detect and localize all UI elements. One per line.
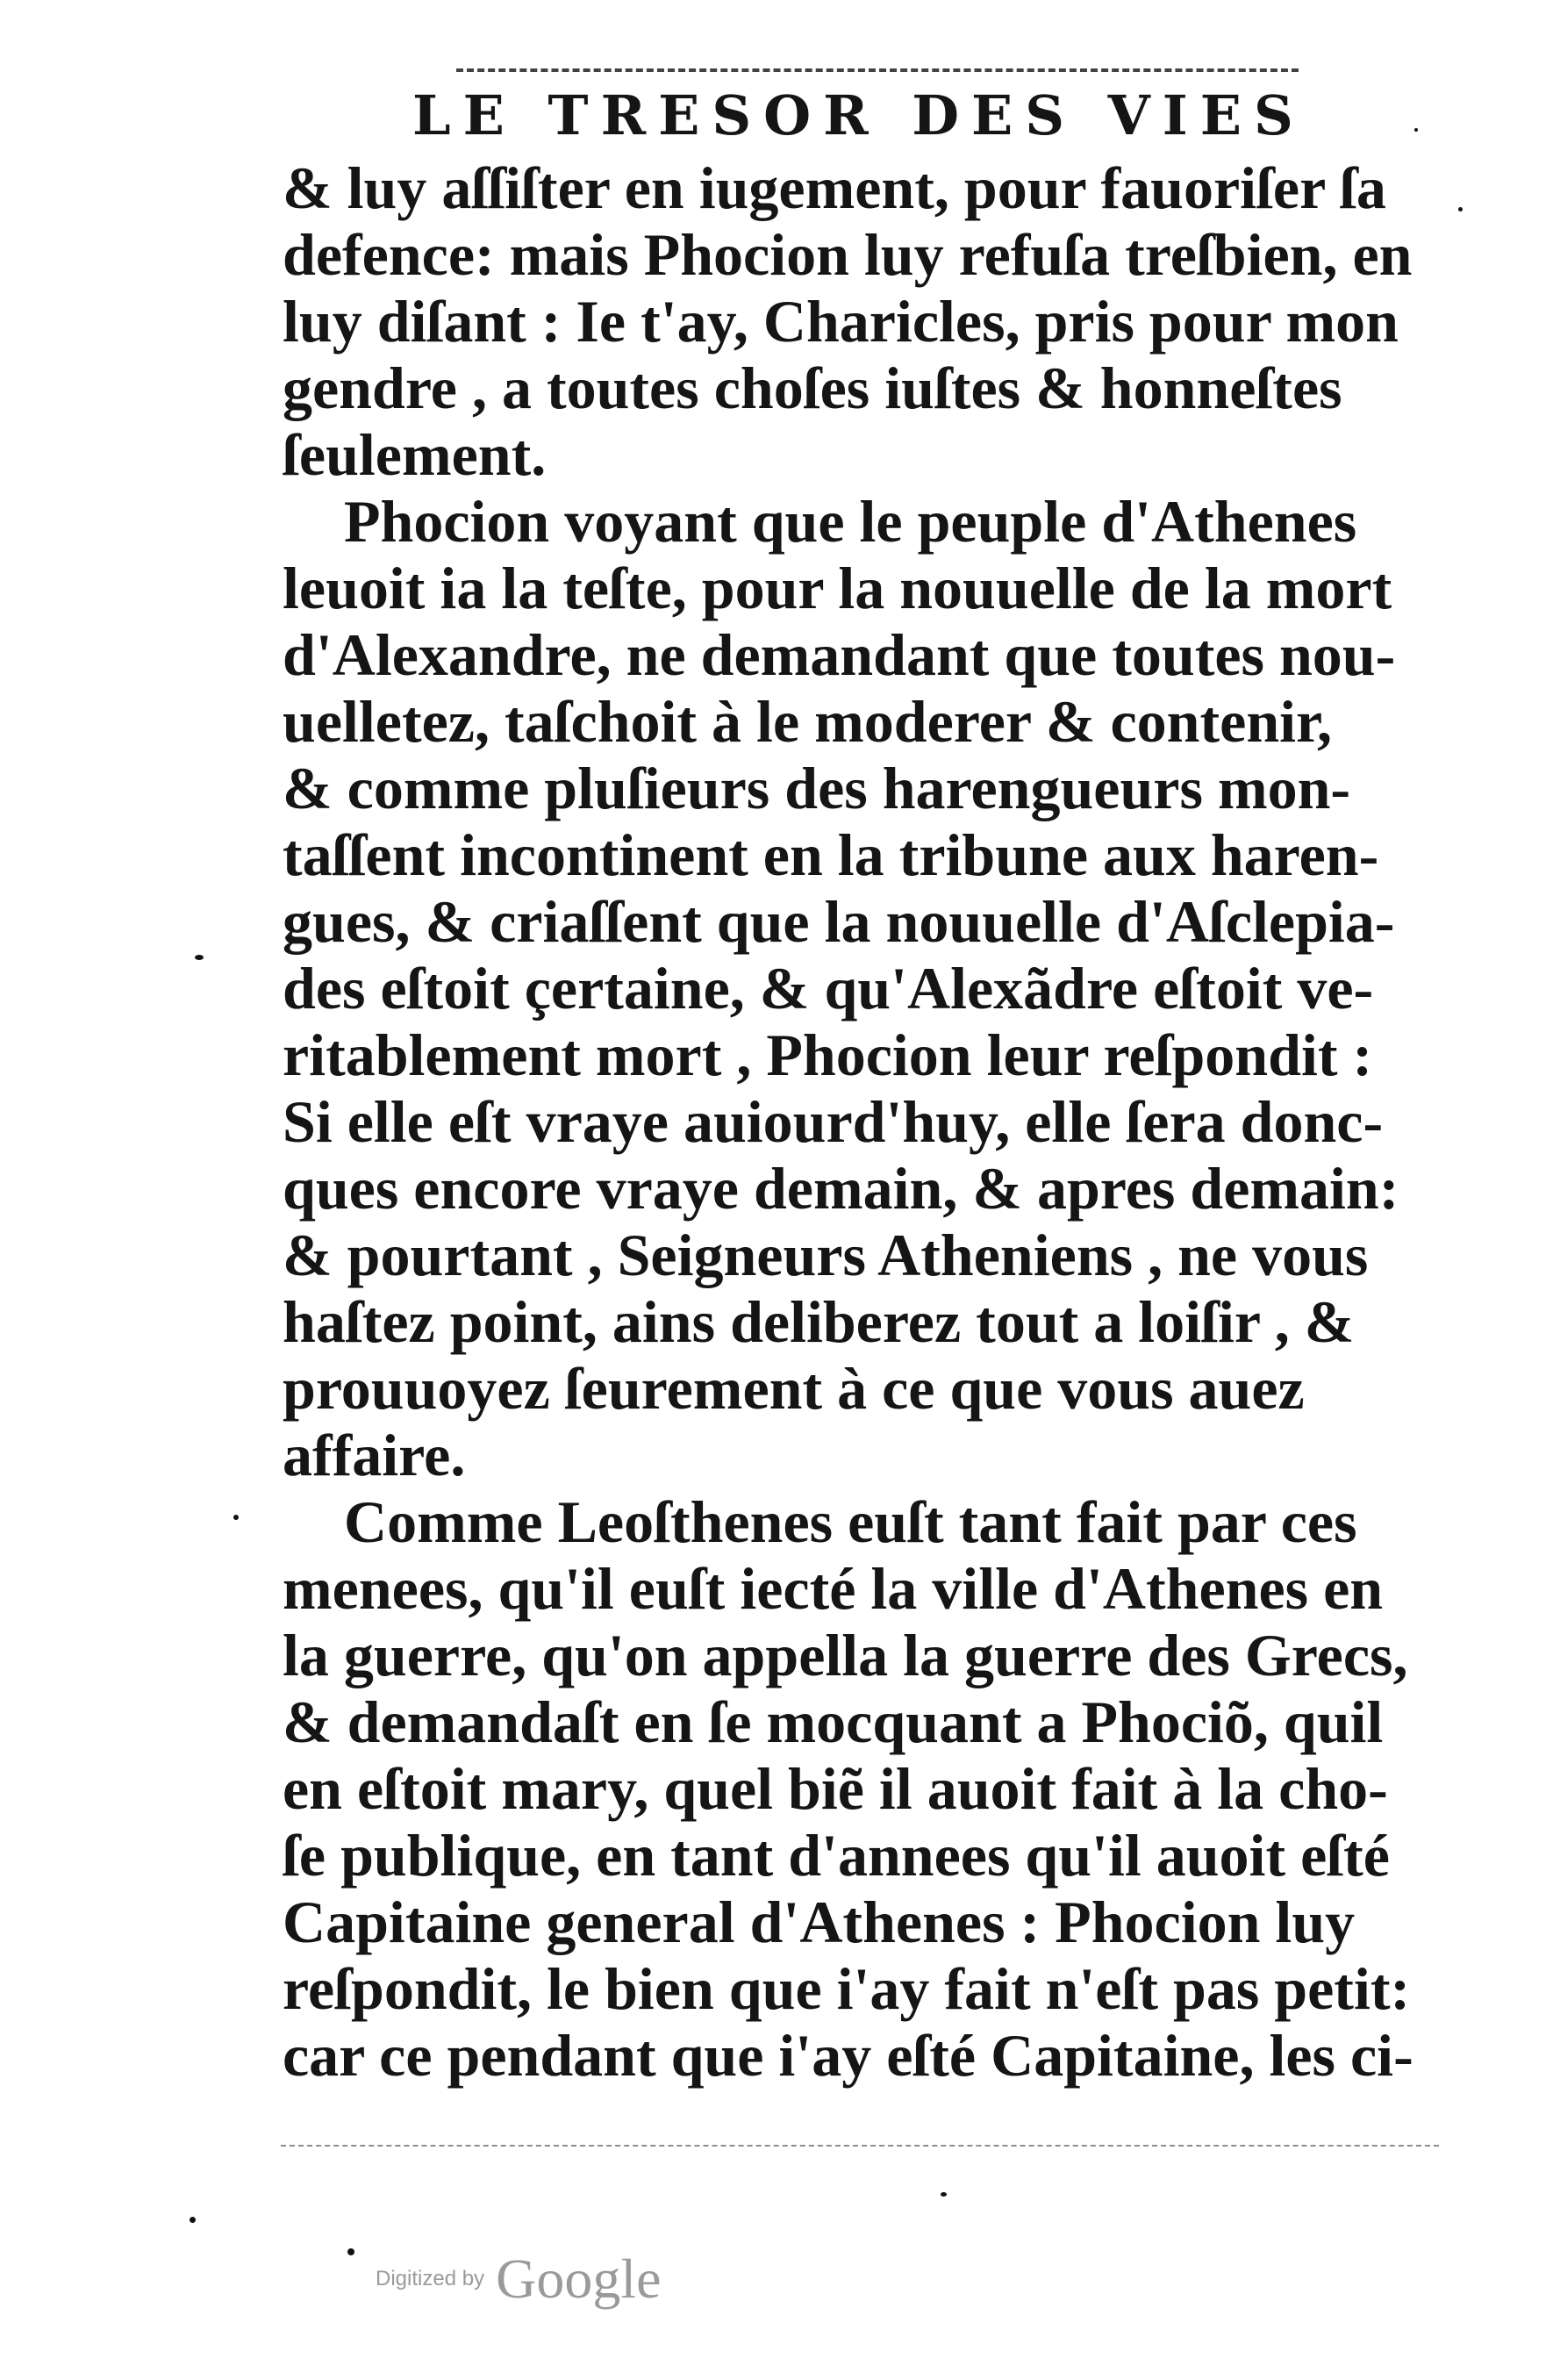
- ink-speck: [190, 2217, 196, 2223]
- text-line: gendre , a toutes choſes iuſtes & honneſtes: [283, 355, 1342, 421]
- text-line: ſeulement.: [283, 421, 547, 488]
- ink-speck: [195, 955, 204, 960]
- ink-speck: [233, 1515, 239, 1520]
- digitized-watermark: [376, 2247, 662, 2317]
- ink-speck: [1458, 207, 1463, 211]
- ink-speck: [1414, 128, 1418, 132]
- text-line: car ce pendant que i'ay eſté Capitaine, les ci-: [283, 2022, 1413, 2089]
- text-line: Si elle eſt vraye auiourd'huy, elle ſera donc-: [283, 1088, 1384, 1155]
- bottom-rule: [281, 2145, 1439, 2147]
- text-line: prouuoyez ſeurement à ce que vous auez: [283, 1355, 1305, 1422]
- ink-speck: [347, 2248, 354, 2255]
- text-line: taſſent incontinent en la tribune aux haren-: [283, 821, 1379, 888]
- running-head: LE TRESOR DES VIES: [412, 83, 1306, 147]
- text-line: reſpondit, le bien que i'ay fait n'eſt pas petit:: [283, 1955, 1411, 2022]
- text-line: la guerre, qu'on appella la guerre des Grecs,: [283, 1622, 1408, 1688]
- text-line: uelletez, taſchoit à le moderer & contenir,: [283, 688, 1332, 755]
- top-rule: [456, 68, 1299, 72]
- text-line: des eſtoit çertaine, & qu'Alexãdre eſtoit ve-: [283, 955, 1374, 1022]
- text-line: ſe publique, en tant d'annees qu'il auoit eſté: [283, 1822, 1390, 1889]
- text-line: defence: mais Phocion luy refuſa treſbien, en: [283, 221, 1413, 288]
- watermark-prefix: Digitized by: [376, 2267, 485, 2290]
- text-line: en eſtoit mary, quel biẽ il auoit fait à la cho-: [283, 1755, 1388, 1822]
- text-line: Capitaine general d'Athenes : Phocion luy: [283, 1889, 1356, 1955]
- text-line: gues, & criaſſent que la nouuelle d'Aſclepia-: [283, 888, 1395, 955]
- text-line: haſtez point, ains deliberez tout a loiſir , &: [283, 1288, 1355, 1355]
- text-line: & pourtant , Seigneurs Atheniens , ne vous: [283, 1222, 1369, 1288]
- text-line: & comme pluſieurs des harengueurs mon-: [283, 755, 1351, 821]
- text-line: d'Alexandre, ne demandant que toutes nou-: [283, 621, 1396, 688]
- text-line: leuoit ia la teſte, pour la nouuelle de la mort: [283, 555, 1392, 621]
- text-line: menees, qu'il euſt iecté la ville d'Athenes en: [283, 1555, 1384, 1622]
- text-line: affaire.: [283, 1422, 466, 1488]
- text-line: & demandaſt en ſe mocquant a Phociõ, quil: [283, 1688, 1384, 1755]
- text-line: & luy aſſiſter en iugement, pour fauoriſer ſa: [283, 154, 1386, 221]
- text-line: ques encore vraye demain, & apres demain:: [283, 1155, 1399, 1222]
- body-text: [283, 154, 1449, 2089]
- text-line: Comme Leoſthenes euſt tant fait par ces: [344, 1488, 1357, 1555]
- ink-speck: [941, 2192, 947, 2197]
- text-line: luy diſant : Ie t'ay, Charicles, pris pour mon: [283, 288, 1399, 355]
- text-line: Phocion voyant que le peuple d'Athenes: [344, 488, 1357, 555]
- google-logo: Google: [496, 2247, 662, 2310]
- text-line: ritablement mort , Phocion leur reſpondit :: [283, 1022, 1373, 1088]
